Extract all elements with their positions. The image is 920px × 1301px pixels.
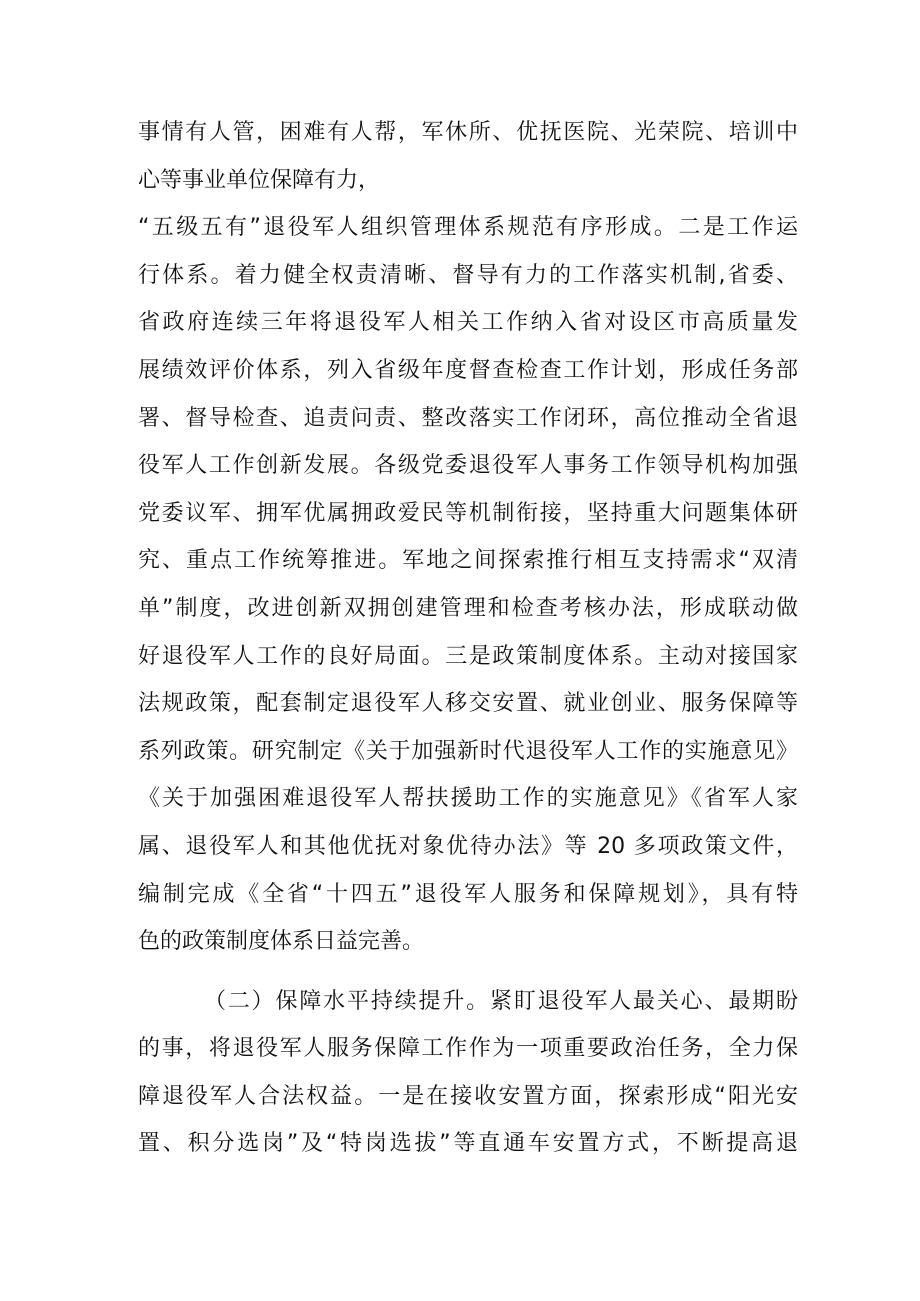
text-line: 役军人工作创新发展。各级党委退役军人事务工作领导机构加强 [138,453,798,479]
text-line: “五级五有”退役军人组织管理体系规范有序形成。二是工作运 [138,215,799,241]
text-line: 法规政策，配套制定退役军人移交安置、就业创业、服务保障等 [138,691,798,717]
text-line: 事情有人管，困难有人帮，军休所、优抚医院、光荣院、培训中 [138,120,798,145]
text-line: 系列政策。研究制定《关于加强新时代退役军人工作的实施意见》 [138,738,798,764]
text-line: 障退役军人合法权益。一是在接收安置方面，探索形成“阳光安 [138,1083,798,1109]
body-text [138,109,798,1168]
text-line: 党委议军、拥军优属拥政爱民等机制衔接，坚持重大问题集体研 [138,500,798,526]
text-line: 展绩效评价体系，列入省级年度督查检查工作计划，形成任务部 [138,357,798,383]
text-line: 属、退役军人和其他优抚对象优待办法》等 20 多项政策文件， [138,833,798,859]
text-line: 究、重点工作统筹推进。军地之间探索推行相互支持需求“双清 [138,548,798,574]
text-line: 好退役军人工作的良好局面。三是政策制度体系。主动对接国家 [138,643,798,669]
text-line: 置、积分选岗”及“特岗选拔”等直通车安置方式，不断提高退 [138,1131,798,1157]
text-line: 心等事业单位保障有力， [138,167,381,193]
text-line: 行体系。着力健全权责清晰、督导有力的工作落实机制,省委、 [138,262,798,288]
paragraph-start-line: （二）保障水平持续提升。紧盯退役军人最关心、最期盼 [204,988,798,1014]
text-line: 署、督导检查、追责问责、整改落实工作闭环，高位推动全省退 [138,405,798,431]
text-line: 单”制度，改进创新双拥创建管理和检查考核办法，形成联动做 [138,595,798,621]
text-line: 编制完成《全省“十四五”退役军人服务和保障规划》，具有特 [138,881,798,907]
text-line: 的事，将退役军人服务保障工作作为一项重要政治任务，全力保 [138,1036,798,1062]
text-line: 省政府连续三年将退役军人相关工作纳入省对设区市高质量发 [138,310,798,336]
text-line: 色的政策制度体系日益完善。 [138,929,425,955]
text-line: 《关于加强困难退役军人帮扶援助工作的实施意见》《省军人家 [138,786,798,812]
